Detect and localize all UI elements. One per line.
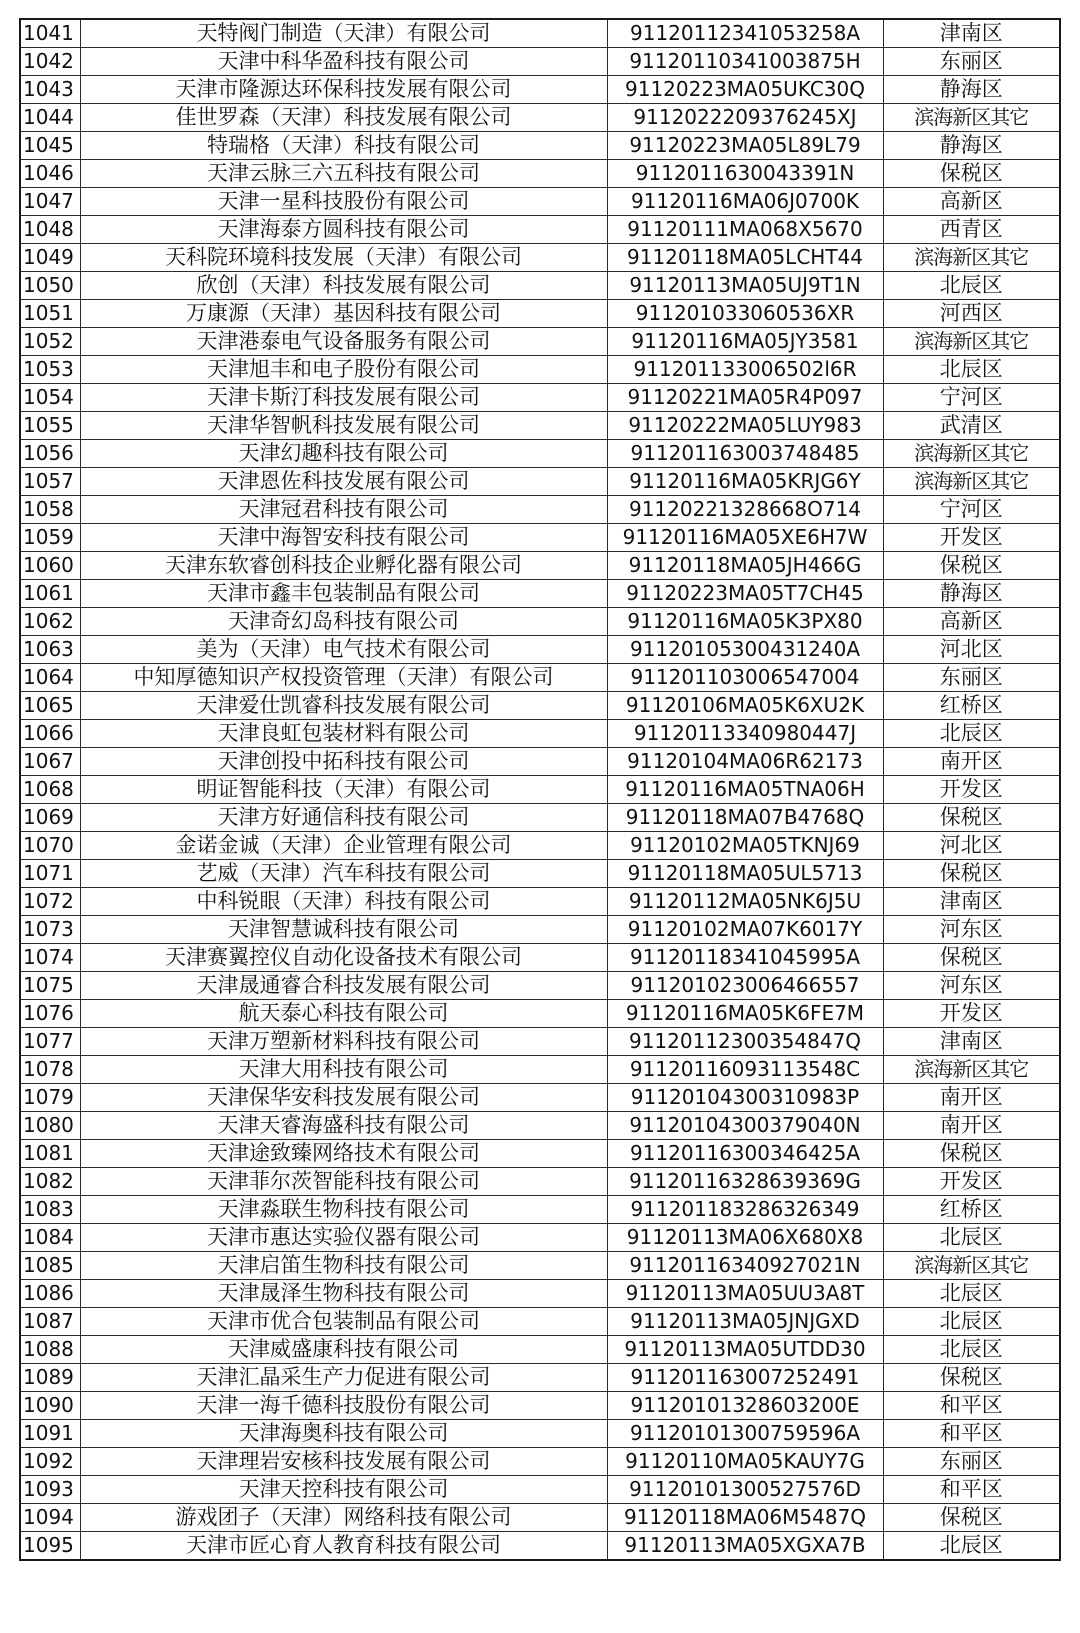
- company-name-cell: 天津启笛生物科技有限公司: [80, 1252, 607, 1280]
- district-cell: 东丽区: [883, 664, 1060, 692]
- credit-code-cell: 91120106MA05K6XU2K: [607, 692, 883, 720]
- company-name-cell: 天津海奥科技有限公司: [80, 1420, 607, 1448]
- row-number-cell: 1057: [20, 468, 80, 496]
- table-row: [20, 272, 1060, 300]
- district-cell: 开发区: [883, 1168, 1060, 1196]
- row-number-cell: 1068: [20, 776, 80, 804]
- table-row: [20, 1084, 1060, 1112]
- registry-table-body: [20, 19, 1060, 1560]
- table-row: [20, 216, 1060, 244]
- credit-code-cell: 91120116300346425A: [607, 1140, 883, 1168]
- table-row: [20, 944, 1060, 972]
- table-row: [20, 76, 1060, 104]
- company-registry-table: [19, 18, 1061, 1561]
- row-number-cell: 1047: [20, 188, 80, 216]
- district-cell: 河东区: [883, 916, 1060, 944]
- table-row: [20, 804, 1060, 832]
- company-name-cell: 天津幻趣科技有限公司: [80, 440, 607, 468]
- district-cell: 滨海新区其它: [883, 1252, 1060, 1280]
- company-name-cell: 天津中海智安科技有限公司: [80, 524, 607, 552]
- credit-code-cell: 91120118341045995A: [607, 944, 883, 972]
- district-cell: 北辰区: [883, 1308, 1060, 1336]
- company-name-cell: 天津华智帆科技发展有限公司: [80, 412, 607, 440]
- company-name-cell: 天津菲尔茨智能科技有限公司: [80, 1168, 607, 1196]
- credit-code-cell: 91120116MA05KRJG6Y: [607, 468, 883, 496]
- row-number-cell: 1087: [20, 1308, 80, 1336]
- company-name-cell: 天津市隆源达环保科技发展有限公司: [80, 76, 607, 104]
- table-row: [20, 300, 1060, 328]
- district-cell: 河西区: [883, 300, 1060, 328]
- district-cell: 红桥区: [883, 1196, 1060, 1224]
- table-row: [20, 328, 1060, 356]
- district-cell: 滨海新区其它: [883, 104, 1060, 132]
- company-name-cell: 天津旭丰和电子股份有限公司: [80, 356, 607, 384]
- table-row: [20, 916, 1060, 944]
- district-cell: 静海区: [883, 132, 1060, 160]
- district-cell: 南开区: [883, 748, 1060, 776]
- row-number-cell: 1089: [20, 1364, 80, 1392]
- table-row: [20, 748, 1060, 776]
- row-number-cell: 1041: [20, 19, 80, 48]
- credit-code-cell: 91120112341053258A: [607, 19, 883, 48]
- table-row: [20, 720, 1060, 748]
- credit-code-cell: 91120104MA06R62173: [607, 748, 883, 776]
- row-number-cell: 1048: [20, 216, 80, 244]
- table-row: [20, 188, 1060, 216]
- row-number-cell: 1050: [20, 272, 80, 300]
- credit-code-cell: 91120118MA07B4768Q: [607, 804, 883, 832]
- row-number-cell: 1075: [20, 972, 80, 1000]
- district-cell: 开发区: [883, 776, 1060, 804]
- table-row: [20, 1140, 1060, 1168]
- credit-code-cell: 91120116093113548C: [607, 1056, 883, 1084]
- row-number-cell: 1063: [20, 636, 80, 664]
- credit-code-cell: 91120221328668O714: [607, 496, 883, 524]
- row-number-cell: 1053: [20, 356, 80, 384]
- table-row: [20, 608, 1060, 636]
- district-cell: 红桥区: [883, 692, 1060, 720]
- credit-code-cell: 91120113MA05UTDD30: [607, 1336, 883, 1364]
- company-name-cell: 天津冠君科技有限公司: [80, 496, 607, 524]
- row-number-cell: 1092: [20, 1448, 80, 1476]
- table-row: [20, 1056, 1060, 1084]
- row-number-cell: 1095: [20, 1532, 80, 1561]
- company-name-cell: 天津晟通睿合科技发展有限公司: [80, 972, 607, 1000]
- company-name-cell: 航天泰心科技有限公司: [80, 1000, 607, 1028]
- company-name-cell: 天津市惠达实验仪器有限公司: [80, 1224, 607, 1252]
- company-name-cell: 天津云脉三六五科技有限公司: [80, 160, 607, 188]
- credit-code-cell: 911201163003748485: [607, 440, 883, 468]
- company-name-cell: 金诺金诚（天津）企业管理有限公司: [80, 832, 607, 860]
- company-name-cell: 天津淼联生物科技有限公司: [80, 1196, 607, 1224]
- district-cell: 滨海新区其它: [883, 1056, 1060, 1084]
- district-cell: 保税区: [883, 944, 1060, 972]
- company-name-cell: 天津保华安科技发展有限公司: [80, 1084, 607, 1112]
- company-name-cell: 万康源（天津）基因科技有限公司: [80, 300, 607, 328]
- table-row: [20, 1000, 1060, 1028]
- row-number-cell: 1088: [20, 1336, 80, 1364]
- company-name-cell: 天津良虹包装材料有限公司: [80, 720, 607, 748]
- district-cell: 和平区: [883, 1476, 1060, 1504]
- credit-code-cell: 911201133006502l6R: [607, 356, 883, 384]
- credit-code-cell: 91120116MA05TNA06H: [607, 776, 883, 804]
- district-cell: 北辰区: [883, 1224, 1060, 1252]
- row-number-cell: 1073: [20, 916, 80, 944]
- credit-code-cell: 91120113340980447J: [607, 720, 883, 748]
- row-number-cell: 1045: [20, 132, 80, 160]
- company-name-cell: 中知厚德知识产权投资管理（天津）有限公司: [80, 664, 607, 692]
- row-number-cell: 1043: [20, 76, 80, 104]
- table-row: [20, 1364, 1060, 1392]
- company-name-cell: 天津市鑫丰包装制品有限公司: [80, 580, 607, 608]
- credit-code-cell: 91120113MA05JNJGXD: [607, 1308, 883, 1336]
- table-row: [20, 524, 1060, 552]
- table-row: [20, 776, 1060, 804]
- company-name-cell: 天特阀门制造（天津）有限公司: [80, 19, 607, 48]
- district-cell: 东丽区: [883, 48, 1060, 76]
- company-name-cell: 天津一星科技股份有限公司: [80, 188, 607, 216]
- district-cell: 高新区: [883, 608, 1060, 636]
- district-cell: 南开区: [883, 1084, 1060, 1112]
- district-cell: 静海区: [883, 76, 1060, 104]
- credit-code-cell: 91120116MA05JY3581: [607, 328, 883, 356]
- table-row: [20, 1168, 1060, 1196]
- row-number-cell: 1058: [20, 496, 80, 524]
- company-name-cell: 天津途致臻网络技术有限公司: [80, 1140, 607, 1168]
- row-number-cell: 1059: [20, 524, 80, 552]
- table-row: [20, 664, 1060, 692]
- credit-code-cell: 91120118MA05UL5713: [607, 860, 883, 888]
- table-row: [20, 692, 1060, 720]
- district-cell: 河北区: [883, 636, 1060, 664]
- table-row: [20, 1224, 1060, 1252]
- credit-code-cell: 91120104300379040N: [607, 1112, 883, 1140]
- company-name-cell: 天津万塑新材料科技有限公司: [80, 1028, 607, 1056]
- credit-code-cell: 911201023006466557: [607, 972, 883, 1000]
- credit-code-cell: 91120221MA05R4P097: [607, 384, 883, 412]
- table-row: [20, 1532, 1060, 1561]
- company-name-cell: 天津奇幻岛科技有限公司: [80, 608, 607, 636]
- credit-code-cell: 91120116MA05K3PX80: [607, 608, 883, 636]
- row-number-cell: 1044: [20, 104, 80, 132]
- row-number-cell: 1046: [20, 160, 80, 188]
- table-row: [20, 412, 1060, 440]
- credit-code-cell: 91120110MA05KAUY7G: [607, 1448, 883, 1476]
- table-row: [20, 19, 1060, 48]
- company-name-cell: 天津天睿海盛科技有限公司: [80, 1112, 607, 1140]
- company-name-cell: 天津智慧诚科技有限公司: [80, 916, 607, 944]
- row-number-cell: 1062: [20, 608, 80, 636]
- district-cell: 北辰区: [883, 1336, 1060, 1364]
- table-row: [20, 356, 1060, 384]
- credit-code-cell: 91120116MA05K6FE7M: [607, 1000, 883, 1028]
- district-cell: 西青区: [883, 216, 1060, 244]
- district-cell: 武清区: [883, 412, 1060, 440]
- district-cell: 北辰区: [883, 272, 1060, 300]
- table-row: [20, 104, 1060, 132]
- row-number-cell: 1093: [20, 1476, 80, 1504]
- table-row: [20, 160, 1060, 188]
- district-cell: 东丽区: [883, 1448, 1060, 1476]
- credit-code-cell: 91120102MA07K6017Y: [607, 916, 883, 944]
- district-cell: 宁河区: [883, 384, 1060, 412]
- district-cell: 保税区: [883, 160, 1060, 188]
- credit-code-cell: 91120118MA06M5487Q: [607, 1504, 883, 1532]
- district-cell: 开发区: [883, 524, 1060, 552]
- row-number-cell: 1084: [20, 1224, 80, 1252]
- company-name-cell: 佳世罗森（天津）科技发展有限公司: [80, 104, 607, 132]
- district-cell: 滨海新区其它: [883, 440, 1060, 468]
- table-row: [20, 496, 1060, 524]
- credit-code-cell: 91120104300310983P: [607, 1084, 883, 1112]
- credit-code-cell: 911201183286326349: [607, 1196, 883, 1224]
- row-number-cell: 1071: [20, 860, 80, 888]
- district-cell: 保税区: [883, 860, 1060, 888]
- company-name-cell: 天津东软睿创科技企业孵化器有限公司: [80, 552, 607, 580]
- table-row: [20, 48, 1060, 76]
- district-cell: 北辰区: [883, 1280, 1060, 1308]
- credit-code-cell: 9112022209376245XJ: [607, 104, 883, 132]
- company-name-cell: 中科锐眼（天津）科技有限公司: [80, 888, 607, 916]
- company-name-cell: 天津爱仕凯睿科技发展有限公司: [80, 692, 607, 720]
- district-cell: 高新区: [883, 188, 1060, 216]
- row-number-cell: 1056: [20, 440, 80, 468]
- row-number-cell: 1049: [20, 244, 80, 272]
- table-row: [20, 1504, 1060, 1532]
- company-name-cell: 天津大用科技有限公司: [80, 1056, 607, 1084]
- district-cell: 保税区: [883, 804, 1060, 832]
- credit-code-cell: 91120112300354847Q: [607, 1028, 883, 1056]
- credit-code-cell: 91120113MA05XGXA7B: [607, 1532, 883, 1561]
- credit-code-cell: 9112011630043391N: [607, 160, 883, 188]
- district-cell: 保税区: [883, 552, 1060, 580]
- company-name-cell: 天津天控科技有限公司: [80, 1476, 607, 1504]
- credit-code-cell: 91120110341003875H: [607, 48, 883, 76]
- table-row: [20, 440, 1060, 468]
- company-name-cell: 天津晟泽生物科技有限公司: [80, 1280, 607, 1308]
- table-row: [20, 888, 1060, 916]
- row-number-cell: 1042: [20, 48, 80, 76]
- row-number-cell: 1061: [20, 580, 80, 608]
- company-name-cell: 天津创投中拓科技有限公司: [80, 748, 607, 776]
- company-name-cell: 明证智能科技（天津）有限公司: [80, 776, 607, 804]
- table-row: [20, 552, 1060, 580]
- row-number-cell: 1051: [20, 300, 80, 328]
- credit-code-cell: 91120113MA06X680X8: [607, 1224, 883, 1252]
- row-number-cell: 1081: [20, 1140, 80, 1168]
- row-number-cell: 1078: [20, 1056, 80, 1084]
- district-cell: 津南区: [883, 888, 1060, 916]
- credit-code-cell: 91120223MA05UKC30Q: [607, 76, 883, 104]
- district-cell: 河北区: [883, 832, 1060, 860]
- district-cell: 和平区: [883, 1392, 1060, 1420]
- credit-code-cell: 91120101300527576D: [607, 1476, 883, 1504]
- company-name-cell: 天津市匠心育人教育科技有限公司: [80, 1532, 607, 1561]
- row-number-cell: 1067: [20, 748, 80, 776]
- company-name-cell: 天津威盛康科技有限公司: [80, 1336, 607, 1364]
- credit-code-cell: 91120105300431240A: [607, 636, 883, 664]
- district-cell: 宁河区: [883, 496, 1060, 524]
- company-name-cell: 天津汇晶采生产力促进有限公司: [80, 1364, 607, 1392]
- table-row: [20, 832, 1060, 860]
- credit-code-cell: 91120112MA05NK6J5U: [607, 888, 883, 916]
- table-row: [20, 1280, 1060, 1308]
- company-name-cell: 天津市优合包装制品有限公司: [80, 1308, 607, 1336]
- district-cell: 北辰区: [883, 720, 1060, 748]
- table-row: [20, 1392, 1060, 1420]
- row-number-cell: 1094: [20, 1504, 80, 1532]
- credit-code-cell: 91120116MA05XE6H7W: [607, 524, 883, 552]
- table-row: [20, 132, 1060, 160]
- credit-code-cell: 91120101328603200E: [607, 1392, 883, 1420]
- district-cell: 保税区: [883, 1504, 1060, 1532]
- row-number-cell: 1080: [20, 1112, 80, 1140]
- table-row: [20, 384, 1060, 412]
- table-row: [20, 1028, 1060, 1056]
- credit-code-cell: 91120102MA05TKNJ69: [607, 832, 883, 860]
- credit-code-cell: 91120222MA05LUY983: [607, 412, 883, 440]
- row-number-cell: 1091: [20, 1420, 80, 1448]
- district-cell: 滨海新区其它: [883, 328, 1060, 356]
- table-row: [20, 468, 1060, 496]
- table-row: [20, 860, 1060, 888]
- table-row: [20, 972, 1060, 1000]
- credit-code-cell: 91120113MA05UJ9T1N: [607, 272, 883, 300]
- district-cell: 保税区: [883, 1140, 1060, 1168]
- table-row: [20, 1420, 1060, 1448]
- credit-code-cell: 911201163007252491: [607, 1364, 883, 1392]
- table-row: [20, 1448, 1060, 1476]
- district-cell: 滨海新区其它: [883, 468, 1060, 496]
- row-number-cell: 1054: [20, 384, 80, 412]
- credit-code-cell: 91120118MA05LCHT44: [607, 244, 883, 272]
- district-cell: 津南区: [883, 19, 1060, 48]
- district-cell: 静海区: [883, 580, 1060, 608]
- row-number-cell: 1083: [20, 1196, 80, 1224]
- district-cell: 北辰区: [883, 356, 1060, 384]
- district-cell: 开发区: [883, 1000, 1060, 1028]
- district-cell: 和平区: [883, 1420, 1060, 1448]
- row-number-cell: 1086: [20, 1280, 80, 1308]
- company-name-cell: 天科院环境科技发展（天津）有限公司: [80, 244, 607, 272]
- table-row: [20, 1476, 1060, 1504]
- company-name-cell: 天津卡斯汀科技发展有限公司: [80, 384, 607, 412]
- table-row: [20, 580, 1060, 608]
- row-number-cell: 1065: [20, 692, 80, 720]
- row-number-cell: 1052: [20, 328, 80, 356]
- company-name-cell: 天津海泰方圆科技有限公司: [80, 216, 607, 244]
- company-name-cell: 美为（天津）电气技术有限公司: [80, 636, 607, 664]
- row-number-cell: 1082: [20, 1168, 80, 1196]
- district-cell: 滨海新区其它: [883, 244, 1060, 272]
- credit-code-cell: 91120116MA06J0700K: [607, 188, 883, 216]
- credit-code-cell: 91120116328639369G: [607, 1168, 883, 1196]
- credit-code-cell: 91120223MA05L89L79: [607, 132, 883, 160]
- company-name-cell: 天津方好通信科技有限公司: [80, 804, 607, 832]
- table-row: [20, 636, 1060, 664]
- credit-code-cell: 91120116340927021N: [607, 1252, 883, 1280]
- row-number-cell: 1069: [20, 804, 80, 832]
- credit-code-cell: 91120113MA05UU3A8T: [607, 1280, 883, 1308]
- row-number-cell: 1064: [20, 664, 80, 692]
- table-row: [20, 1336, 1060, 1364]
- credit-code-cell: 911201033060536XR: [607, 300, 883, 328]
- company-name-cell: 天津港泰电气设备服务有限公司: [80, 328, 607, 356]
- company-name-cell: 天津恩佐科技发展有限公司: [80, 468, 607, 496]
- company-name-cell: 天津中科华盈科技有限公司: [80, 48, 607, 76]
- table-row: [20, 1196, 1060, 1224]
- credit-code-cell: 91120101300759596A: [607, 1420, 883, 1448]
- row-number-cell: 1079: [20, 1084, 80, 1112]
- district-cell: 北辰区: [883, 1532, 1060, 1561]
- company-name-cell: 艺威（天津）汽车科技有限公司: [80, 860, 607, 888]
- company-name-cell: 天津赛翼控仪自动化设备技术有限公司: [80, 944, 607, 972]
- company-name-cell: 特瑞格（天津）科技有限公司: [80, 132, 607, 160]
- credit-code-cell: 911201103006547004: [607, 664, 883, 692]
- credit-code-cell: 91120223MA05T7CH45: [607, 580, 883, 608]
- table-row: [20, 1308, 1060, 1336]
- row-number-cell: 1076: [20, 1000, 80, 1028]
- row-number-cell: 1085: [20, 1252, 80, 1280]
- credit-code-cell: 91120118MA05JH466G: [607, 552, 883, 580]
- company-name-cell: 天津一海千德科技股份有限公司: [80, 1392, 607, 1420]
- row-number-cell: 1055: [20, 412, 80, 440]
- table-row: [20, 244, 1060, 272]
- row-number-cell: 1077: [20, 1028, 80, 1056]
- company-name-cell: 天津理岩安核科技发展有限公司: [80, 1448, 607, 1476]
- row-number-cell: 1060: [20, 552, 80, 580]
- district-cell: 南开区: [883, 1112, 1060, 1140]
- company-name-cell: 欣创（天津）科技发展有限公司: [80, 272, 607, 300]
- table-row: [20, 1252, 1060, 1280]
- row-number-cell: 1070: [20, 832, 80, 860]
- row-number-cell: 1074: [20, 944, 80, 972]
- company-name-cell: 游戏团子（天津）网络科技有限公司: [80, 1504, 607, 1532]
- row-number-cell: 1072: [20, 888, 80, 916]
- district-cell: 河东区: [883, 972, 1060, 1000]
- district-cell: 保税区: [883, 1364, 1060, 1392]
- row-number-cell: 1066: [20, 720, 80, 748]
- credit-code-cell: 91120111MA068X5670: [607, 216, 883, 244]
- row-number-cell: 1090: [20, 1392, 80, 1420]
- table-row: [20, 1112, 1060, 1140]
- district-cell: 津南区: [883, 1028, 1060, 1056]
